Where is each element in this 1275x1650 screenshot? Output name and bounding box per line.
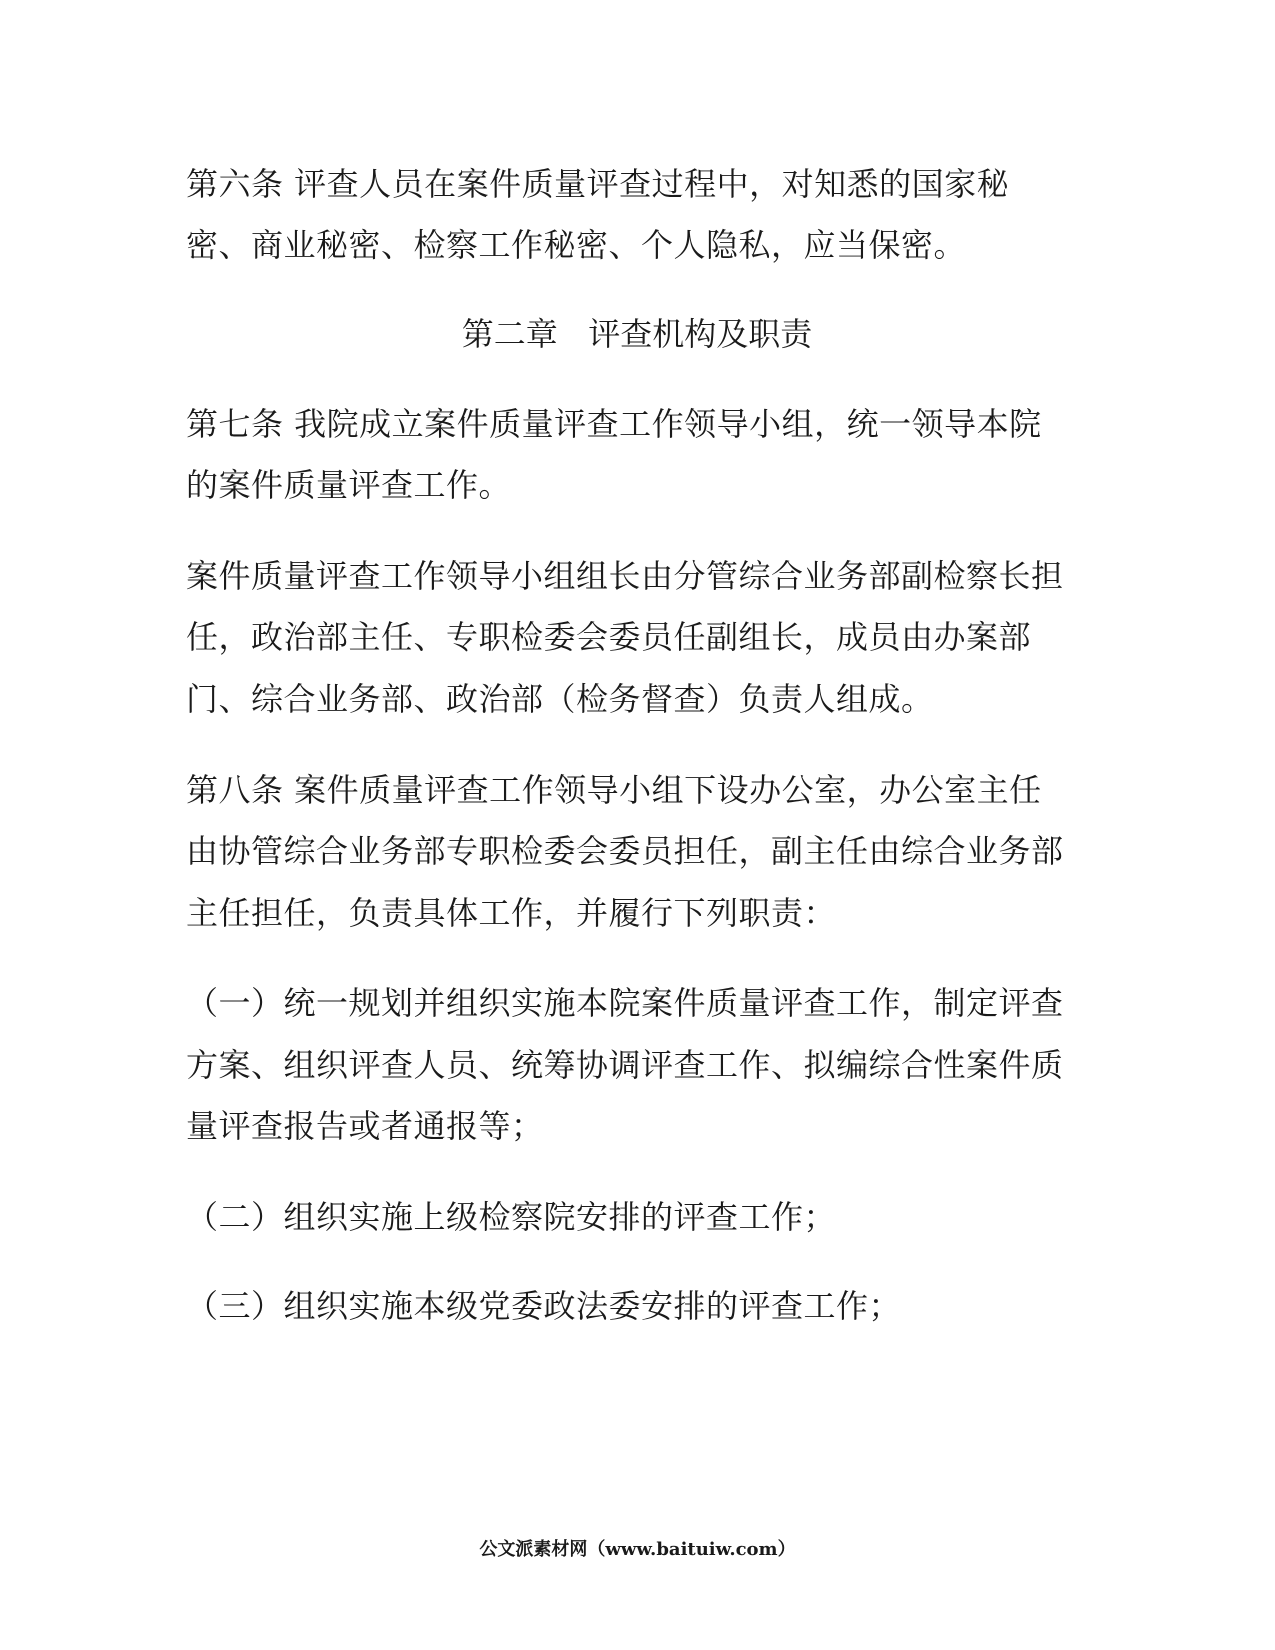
article-8-line-2: 由协管综合业务部专职检委会委员担任，副主任由综合业务部	[186, 832, 1064, 870]
article-6-line-1: 第六条 评查人员在案件质量评查过程中，对知悉的国家秘	[186, 165, 1010, 203]
item-1-line-1: （一）统一规划并组织实施本院案件质量评查工作，制定评查	[186, 984, 1064, 1022]
item-3-line-1: （三）组织实施本级党委政法委安排的评查工作；	[186, 1287, 902, 1325]
article-8-line-3: 主任担任，负责具体工作，并履行下列职责：	[186, 894, 837, 932]
article-8-line-1: 第八条 案件质量评查工作领导小组下设办公室，办公室主任	[186, 771, 1042, 809]
article-7-para-2-line-1: 案件质量评查工作领导小组组长由分管综合业务部副检察长担	[186, 557, 1064, 595]
chapter-2-heading: 第二章 评查机构及职责	[461, 315, 813, 353]
article-7-para-2-line-2: 任，政治部主任、专职检委会委员任副组长，成员由办案部	[186, 618, 1032, 656]
document-page	[186, 0, 1088, 1650]
article-7-para-2-line-3: 门、综合业务部、政治部（检务督查）负责人组成。	[186, 680, 934, 718]
article-7-line-1: 第七条 我院成立案件质量评查工作领导小组，统一领导本院	[186, 405, 1042, 443]
article-7-line-2: 的案件质量评查工作。	[186, 466, 512, 504]
item-2-line-1: （二）组织实施上级检察院安排的评查工作；	[186, 1198, 837, 1236]
item-1-line-3: 量评查报告或者通报等；	[186, 1107, 544, 1145]
item-1-line-2: 方案、组织评查人员、统筹协调评查工作、拟编综合性案件质	[186, 1046, 1064, 1084]
footer-watermark: 公文派素材网（www.baituiw.com）	[479, 1539, 796, 1560]
article-6-line-2: 密、商业秘密、检察工作秘密、个人隐私，应当保密。	[186, 226, 967, 264]
